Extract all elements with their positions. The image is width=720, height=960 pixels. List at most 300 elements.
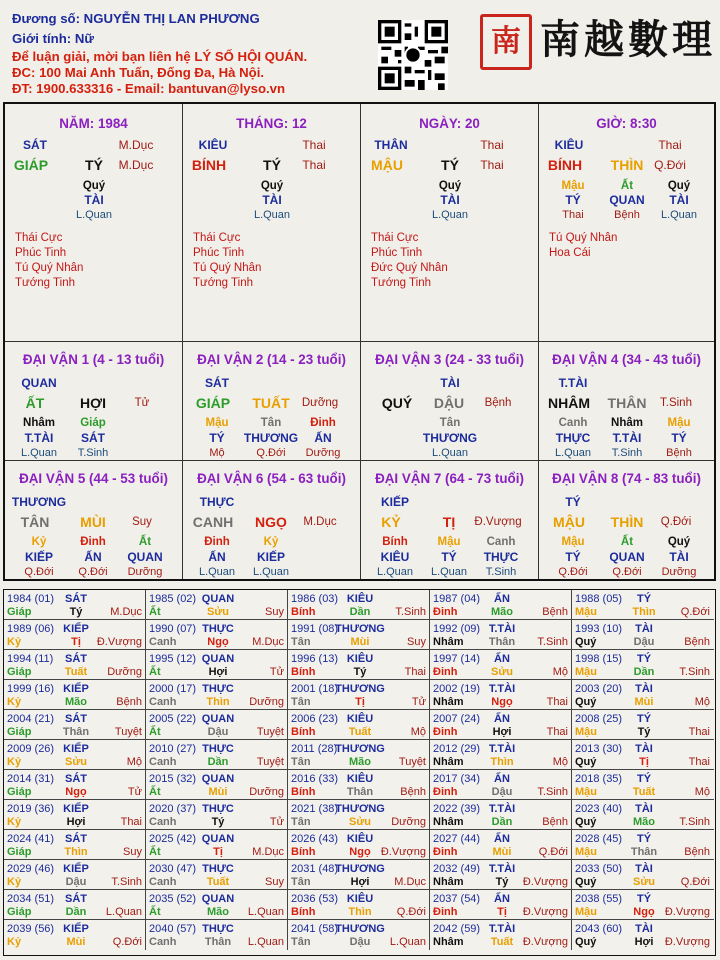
year-label: 2042 (59) [433, 923, 481, 935]
year-can: Ất [149, 606, 161, 618]
year-truong-sinh: T.Sinh [679, 816, 710, 828]
year-can: Quý [575, 876, 597, 888]
year-truong-sinh: Q.Đới [112, 936, 142, 948]
year-can: Bính [291, 786, 316, 798]
hidden-thap-than: ẤN [208, 550, 226, 564]
year-can: Mậu [575, 666, 597, 678]
pillar-tt-right: Thai [658, 138, 682, 152]
year-can: Đinh [433, 666, 458, 678]
year-label: 2043 (60) [575, 923, 623, 935]
year-label: 2029 (46) [7, 863, 55, 875]
year-cell [4, 590, 146, 620]
year-label: 2007 (24) [433, 713, 481, 725]
year-label: 2000 (17) [149, 683, 197, 695]
year-chi: Mão [207, 906, 229, 918]
hidden-truong-sinh: L.Quan [20, 447, 58, 459]
year-truong-sinh: T.Sinh [395, 606, 426, 618]
year-chi: Tị [355, 696, 365, 708]
year-label: 2024 (41) [7, 833, 55, 845]
year-truong-sinh: Tử [127, 786, 142, 798]
year-can: Ất [149, 726, 161, 738]
year-thap-than: TÝ [636, 833, 652, 845]
hidden-thap-than: SÁT [81, 431, 105, 445]
year-label: 2003 (20) [575, 683, 623, 695]
year-cell [430, 920, 572, 950]
year-thap-than: TÝ [636, 773, 652, 785]
year-label: 2033 (50) [575, 863, 623, 875]
year-label: 2028 (45) [575, 833, 623, 845]
year-thap-than: TÀI [635, 863, 653, 875]
hidden-truong-sinh: Q.Đới [24, 566, 54, 578]
year-can: Kỷ [7, 756, 22, 768]
year-cell [288, 590, 430, 620]
special-star: Thái Cực [371, 232, 419, 244]
year-cell [4, 710, 146, 740]
dai-van-1 [5, 342, 183, 461]
dai-van-thap-than: T.TÀI [558, 376, 588, 390]
hidden-can: Giáp [80, 417, 106, 429]
year-thap-than: QUAN [201, 773, 235, 785]
dai-van-thap-than: THƯƠNG [11, 495, 67, 509]
pillar-title: NGÀY: 20 [419, 116, 480, 131]
year-can: Bính [291, 606, 316, 618]
year-chi: Sửu [348, 816, 372, 828]
year-label: 2027 (44) [433, 833, 481, 845]
year-label: 2020 (37) [149, 803, 197, 815]
year-label: 1984 (01) [7, 593, 55, 605]
hidden-truong-sinh: L.Quan [430, 566, 468, 578]
hidden-truong-sinh: Q.Đới [256, 447, 286, 459]
dai-van-chi: MÙI [80, 514, 106, 530]
dai-van-can: TÂN [20, 514, 50, 530]
year-cell [146, 770, 288, 800]
special-star: Phúc Tinh [15, 247, 67, 259]
special-star: Tướng Tinh [15, 277, 75, 289]
dai-van-thap-than: TÝ [565, 495, 581, 509]
year-label: 2008 (25) [575, 713, 623, 725]
year-thap-than: QUAN [201, 833, 235, 845]
pillar-chi-right: Q.Đới [654, 158, 686, 172]
dai-van-3 [361, 342, 539, 461]
year-cell [430, 620, 572, 650]
year-thap-than: KIẾP [63, 803, 89, 815]
year-truong-sinh: Suy [265, 876, 284, 888]
dai-van-title: ĐẠI VẬN 3 (24 - 33 tuổi) [375, 352, 524, 367]
year-cell [288, 920, 430, 950]
special-star: Tú Quý Nhân [193, 262, 262, 274]
year-can: Canh [149, 876, 177, 888]
year-thap-than: THƯƠNG [335, 623, 385, 635]
dai-van-truong-sinh: Tử [134, 397, 150, 409]
pillar-chi-right: Thai [480, 158, 504, 172]
pillar-thap-than: KIÊU [198, 138, 228, 152]
pillar-chi-right: Thai [302, 158, 326, 172]
contact-line: Để luận giải, mời bạn liên hệ LÝ SỐ HỘI QUÁN. [12, 49, 308, 64]
year-can: Kỷ [7, 636, 22, 648]
year-cell [430, 740, 572, 770]
year-label: 2017 (34) [433, 773, 481, 785]
year-chi: Mùi [66, 936, 86, 948]
year-thap-than: KIẾP [63, 863, 89, 875]
year-cell [430, 710, 572, 740]
pillar-4 [539, 104, 714, 342]
hidden-can: Kỷ [263, 536, 279, 548]
year-can: Nhâm [433, 816, 464, 828]
year-chi: Tuất [490, 936, 514, 948]
year-label: 1987 (04) [433, 593, 481, 605]
year-cell [288, 620, 430, 650]
year-cell [572, 740, 714, 770]
year-truong-sinh: Q.Đới [538, 846, 568, 858]
year-cell [146, 590, 288, 620]
year-cell [572, 710, 714, 740]
year-chi: Hợi [208, 666, 228, 678]
year-label: 2014 (31) [7, 773, 55, 785]
year-thap-than: KIÊU [346, 893, 374, 905]
year-thap-than: THỰC [202, 743, 234, 755]
year-label: 2032 (49) [433, 863, 481, 875]
hidden-truong-sinh: L.Quan [376, 566, 414, 578]
year-truong-sinh: Đ.Vượng [522, 936, 568, 948]
year-can: Canh [149, 756, 177, 768]
year-can: Nhâm [433, 636, 464, 648]
year-cell [4, 920, 146, 950]
year-truong-sinh: Tuyệt [256, 756, 284, 768]
year-truong-sinh: Thai [120, 816, 142, 828]
year-chi: Tuất [632, 786, 656, 798]
year-chi: Thân [346, 786, 374, 798]
year-label: 1990 (07) [149, 623, 197, 635]
year-truong-sinh: Bệnh [542, 816, 568, 828]
year-truong-sinh: M.Dục [252, 636, 284, 648]
year-can: Quý [575, 756, 597, 768]
year-thap-than: THỰC [202, 623, 234, 635]
year-can: Quý [575, 636, 597, 648]
year-cell [288, 890, 430, 920]
year-thap-than: KIẾP [63, 743, 89, 755]
year-can: Mậu [575, 726, 597, 738]
year-chi: Tý [69, 606, 83, 618]
dai-van-can: NHÂM [548, 395, 590, 411]
special-star: Thái Cực [193, 232, 241, 244]
hidden-thap-than: ẤN [84, 550, 102, 564]
year-truong-sinh: Q.Đới [680, 876, 710, 888]
hidden-can: Quý [667, 180, 691, 192]
year-chi: Dần [491, 816, 513, 828]
year-truong-sinh: Dưỡng [107, 666, 142, 678]
hidden-truong-sinh: Dưỡng [661, 566, 697, 578]
year-thap-than: KIẾP [63, 683, 89, 695]
dai-van-thap-than: QUAN [21, 376, 57, 390]
special-star: Hoa Cái [549, 247, 591, 259]
year-chi: Tý [211, 816, 225, 828]
year-truong-sinh: Tuyệt [256, 726, 284, 738]
year-cell [288, 860, 430, 890]
year-can: Nhâm [433, 696, 464, 708]
year-truong-sinh: Đ.Vượng [522, 906, 568, 918]
hidden-truong-sinh: Bệnh [666, 447, 692, 459]
year-label: 2018 (35) [575, 773, 623, 785]
hidden-truong-sinh: Dưỡng [305, 447, 341, 459]
year-chi: Thân [630, 846, 658, 858]
year-truong-sinh: Đ.Vượng [96, 636, 142, 648]
year-truong-sinh: Tử [269, 816, 284, 828]
year-truong-sinh: Thai [546, 696, 568, 708]
year-can: Nhâm [433, 756, 464, 768]
pillar-thap-than: SÁT [23, 138, 47, 152]
year-truong-sinh: Dưỡng [249, 696, 284, 708]
year-chi: Mão [633, 816, 655, 828]
year-thap-than: SÁT [65, 833, 87, 845]
year-cell [146, 890, 288, 920]
hidden-thap-than: TÝ [441, 550, 457, 564]
year-chi: Thìn [206, 696, 230, 708]
year-truong-sinh: Suy [123, 846, 142, 858]
year-can: Giáp [7, 786, 32, 798]
year-can: Giáp [7, 726, 32, 738]
year-thap-than: TÝ [636, 593, 652, 605]
dai-van-5 [5, 461, 183, 579]
year-chi: Tý [637, 726, 651, 738]
seal-character: 南 [491, 24, 521, 59]
year-chi: Dần [65, 906, 87, 918]
year-can: Ất [149, 786, 161, 798]
year-label: 2006 (23) [291, 713, 339, 725]
dai-van-title: ĐẠI VẬN 4 (34 - 43 tuổi) [552, 352, 701, 367]
dai-van-6 [183, 461, 361, 579]
hidden-can: Mậu [561, 536, 585, 548]
year-cell [430, 680, 572, 710]
year-truong-sinh: M.Dục [110, 606, 142, 618]
year-truong-sinh: Đ.Vượng [664, 936, 710, 948]
year-chi: Tuất [348, 726, 372, 738]
year-label: 2040 (57) [149, 923, 197, 935]
hidden-can: Ất [620, 180, 634, 192]
pillar-title: NĂM: 1984 [59, 116, 128, 131]
year-can: Kỷ [7, 936, 22, 948]
year-thap-than: THƯƠNG [335, 803, 385, 815]
year-can: Kỷ [7, 876, 22, 888]
year-can: Ất [149, 906, 161, 918]
year-truong-sinh: Mộ [410, 726, 426, 738]
year-chi: Ngọ [349, 846, 371, 858]
year-cell [288, 740, 430, 770]
year-truong-sinh: T.Sinh [679, 666, 710, 678]
pillar-tt-right: M.Dục [118, 138, 154, 152]
year-thap-than: TÝ [636, 713, 652, 725]
year-label: 2011 (28) [291, 743, 338, 755]
hidden-truong-sinh: Mộ [209, 447, 225, 459]
year-thap-than: KIÊU [346, 593, 374, 605]
year-chi: Dần [349, 606, 371, 618]
year-thap-than: T.TÀI [488, 923, 516, 935]
hidden-thap-than: TÝ [565, 193, 581, 207]
year-label: 1985 (02) [149, 593, 197, 605]
year-can: Ất [149, 846, 161, 858]
hidden-can: Mậu [561, 180, 585, 192]
hidden-can: Đinh [310, 417, 336, 429]
year-label: 1991 (08) [291, 623, 339, 635]
dai-van-title: ĐẠI VẬN 2 (14 - 23 tuổi) [197, 352, 346, 367]
year-can: Giáp [7, 666, 32, 678]
hidden-thap-than: THƯƠNG [243, 431, 299, 445]
year-cell [430, 800, 572, 830]
year-chi: Thìn [490, 756, 514, 768]
year-truong-sinh: Suy [265, 606, 284, 618]
pillar-thap-than: THÂN [374, 138, 408, 152]
year-can: Giáp [7, 906, 32, 918]
year-label: 1999 (16) [7, 683, 55, 695]
dai-van-2 [183, 342, 361, 461]
year-chi: Ngọ [633, 906, 655, 918]
pillar-3 [361, 104, 539, 342]
year-truong-sinh: Bệnh [684, 636, 710, 648]
dai-van-chi: THÌN [610, 514, 644, 530]
year-can: Quý [575, 816, 597, 828]
year-truong-sinh: Đ.Vượng [380, 846, 426, 858]
year-cell [572, 620, 714, 650]
year-can: Mậu [575, 786, 597, 798]
year-truong-sinh: Tử [411, 696, 426, 708]
year-truong-sinh: Bệnh [684, 846, 710, 858]
year-label: 2009 (26) [7, 743, 55, 755]
year-truong-sinh: T.Sinh [111, 876, 142, 888]
year-truong-sinh: T.Sinh [537, 786, 568, 798]
year-cell [288, 710, 430, 740]
owner-line: Đương số: NGUYỄN THỊ LAN PHƯƠNG [12, 11, 260, 26]
year-thap-than: TÝ [636, 653, 652, 665]
year-label: 2013 (30) [575, 743, 623, 755]
year-chi: Hợi [492, 726, 512, 738]
dai-van-title: ĐẠI VẬN 8 (74 - 83 tuổi) [552, 471, 701, 486]
year-chi: Tị [71, 636, 81, 648]
hidden-thap-than: TÀI [669, 193, 689, 207]
dai-van-can: QUÝ [381, 395, 413, 411]
year-thap-than: T.TÀI [488, 683, 516, 695]
hidden-thap-than: QUAN [609, 193, 645, 207]
year-chi: Hợi [66, 816, 86, 828]
year-cell [430, 830, 572, 860]
hidden-truong-sinh: L.Quan [431, 209, 469, 221]
qr-code-icon[interactable] [378, 20, 448, 90]
year-thap-than: ẤN [494, 713, 510, 725]
year-chi: Thìn [348, 906, 372, 918]
pillar-2 [183, 104, 361, 342]
year-cell [4, 620, 146, 650]
year-chi: Thìn [632, 606, 656, 618]
dai-van-title: ĐẠI VẬN 6 (54 - 63 tuổi) [197, 471, 346, 486]
year-chi: Tý [495, 876, 509, 888]
year-can: Giáp [7, 846, 32, 858]
year-cell [146, 800, 288, 830]
dai-van-can: ẤT [25, 395, 45, 411]
pillar-can: MẬU [371, 157, 403, 173]
year-thap-than: TÀI [635, 803, 653, 815]
year-truong-sinh: Tuyệt [398, 756, 426, 768]
hidden-thap-than: KIẾP [256, 550, 286, 564]
year-can: Tân [291, 756, 311, 768]
hidden-truong-sinh: T.Sinh [611, 447, 643, 459]
year-can: Đinh [433, 846, 458, 858]
hidden-thap-than: THỰC [555, 431, 591, 445]
year-chi: Mùi [492, 846, 512, 858]
year-chi: Mùi [208, 786, 228, 798]
year-can: Tân [291, 816, 311, 828]
hidden-can: Tân [439, 417, 461, 429]
hidden-truong-sinh: L.Quan [431, 447, 469, 459]
year-label: 2010 (27) [149, 743, 197, 755]
year-can: Tân [291, 636, 311, 648]
year-label: 1986 (03) [291, 593, 339, 605]
year-label: 2034 (51) [7, 893, 55, 905]
year-can: Bính [291, 906, 316, 918]
year-label: 2004 (21) [7, 713, 55, 725]
year-label: 2019 (36) [7, 803, 55, 815]
year-chi: Mùi [634, 696, 654, 708]
hidden-truong-sinh: Dưỡng [127, 566, 163, 578]
year-thap-than: SÁT [65, 893, 87, 905]
year-cell [4, 680, 146, 710]
year-chi: Sửu [64, 756, 88, 768]
year-label: 1995 (12) [149, 653, 197, 665]
year-truong-sinh: Mộ [694, 696, 710, 708]
hidden-thap-than: QUAN [609, 550, 645, 564]
year-thap-than: SÁT [65, 653, 87, 665]
year-label: 2023 (40) [575, 803, 623, 815]
pillar-title: GIỜ: 8:30 [596, 116, 657, 131]
year-cell [430, 890, 572, 920]
year-can: Quý [575, 936, 597, 948]
year-label: 1994 (11) [7, 653, 54, 665]
year-label: 2036 (53) [291, 893, 339, 905]
hidden-can: Đinh [204, 536, 230, 548]
year-cell [4, 860, 146, 890]
year-can: Nhâm [433, 936, 464, 948]
year-can: Canh [149, 816, 177, 828]
year-cell [430, 650, 572, 680]
year-truong-sinh: Bệnh [400, 786, 426, 798]
year-truong-sinh: Suy [407, 636, 426, 648]
year-label: 2015 (32) [149, 773, 197, 785]
year-can: Kỷ [7, 816, 22, 828]
year-label: 1996 (13) [291, 653, 339, 665]
year-truong-sinh: Bệnh [116, 696, 142, 708]
dai-van-truong-sinh: M.Dục [303, 516, 337, 528]
year-cell [146, 710, 288, 740]
hidden-thap-than: KIÊU [380, 550, 410, 564]
year-can: Giáp [7, 606, 32, 618]
year-truong-sinh: Đ.Vượng [522, 876, 568, 888]
year-can: Canh [149, 636, 177, 648]
year-thap-than: SÁT [65, 773, 87, 785]
dai-van-thap-than: THỰC [199, 495, 235, 509]
year-truong-sinh: Mộ [552, 666, 568, 678]
hidden-thap-than: TÀI [669, 550, 689, 564]
year-truong-sinh: Bệnh [542, 606, 568, 618]
year-thap-than: KIẾP [63, 923, 89, 935]
dai-van-can: KỶ [381, 514, 401, 530]
hidden-can: Quý [82, 180, 106, 192]
brand-logo: 南越數理 [540, 16, 716, 63]
special-star: Đức Quý Nhân [371, 262, 448, 274]
hidden-thap-than: THƯƠNG [422, 431, 478, 445]
dai-van-chi: THÂN [607, 395, 647, 411]
year-label: 2041 (58) [291, 923, 339, 935]
hidden-can: Nhâm [23, 417, 55, 429]
year-thap-than: SÁT [65, 713, 87, 725]
pillar-chi: TÝ [441, 157, 459, 173]
year-can: Đinh [433, 786, 458, 798]
